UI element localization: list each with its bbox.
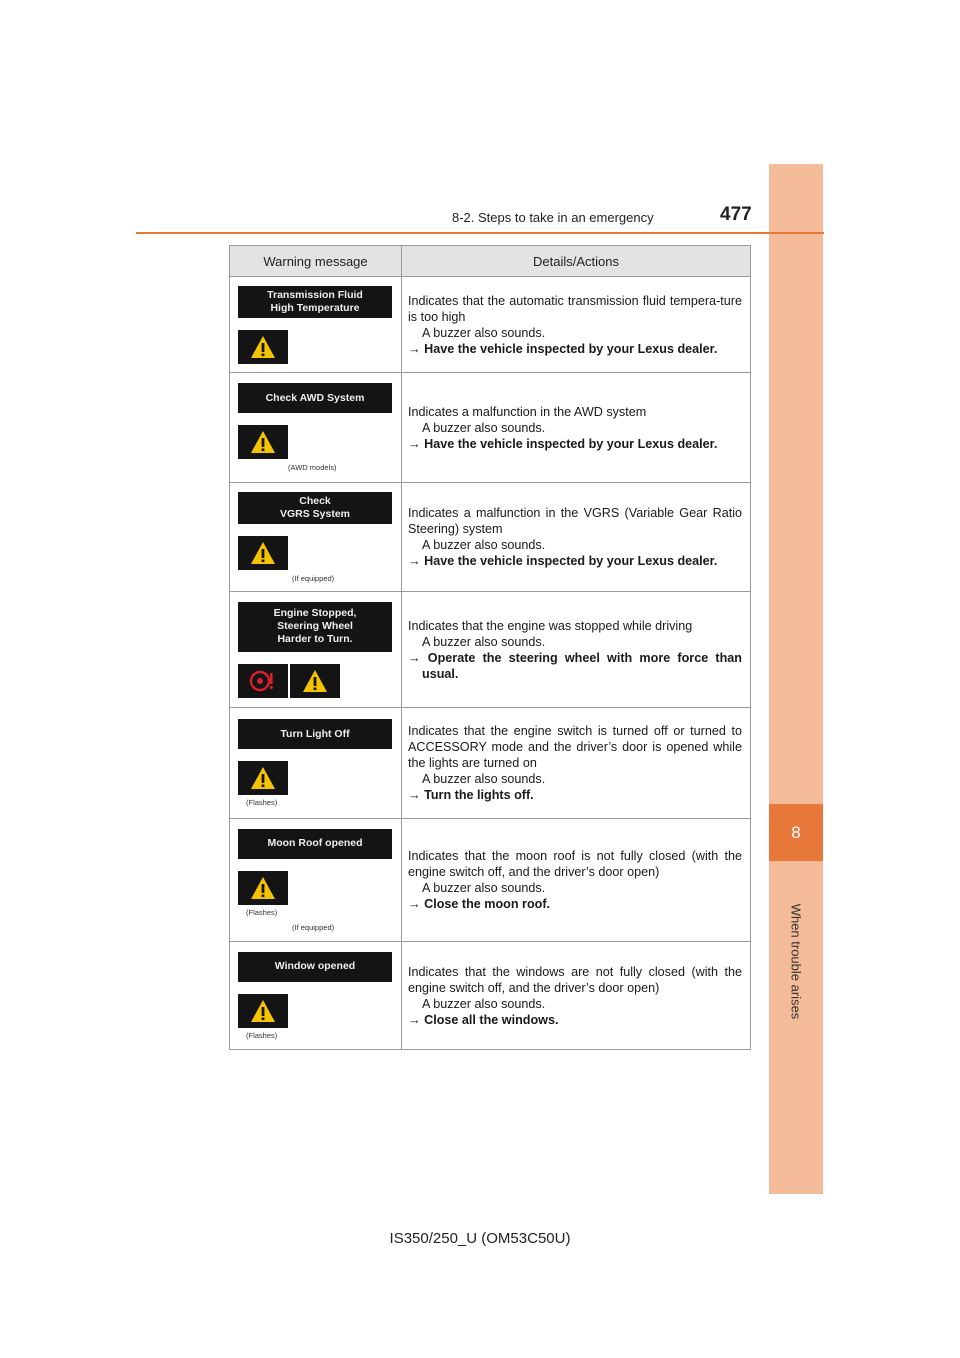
display-caption: (If equipped) xyxy=(292,573,335,583)
warning-display: Check VGRS System xyxy=(238,492,392,524)
power-steering-warning-icon xyxy=(238,664,288,698)
master-warning-icon xyxy=(238,761,288,795)
table-row xyxy=(230,373,751,483)
warning-details-cell: Indicates a malfunction in the VGRS (Variable Gear Ratio Steering) system A buzzer also sounds. → Have the vehicle inspected by your Lexus dealer. xyxy=(402,483,751,592)
table-row xyxy=(230,592,751,708)
warning-display: Transmission Fluid High Temperature xyxy=(238,286,392,318)
chapter-side-tab xyxy=(769,164,823,1194)
warning-display-cell xyxy=(230,819,402,942)
warning-details-cell: Indicates that the engine was stopped while driving A buzzer also sounds. → Operate the steering wheel with more force than usual. xyxy=(402,592,751,708)
warning-display: Turn Light Off xyxy=(238,719,392,749)
table-row xyxy=(230,708,751,819)
footer-model: IS350/250_U (OM53C50U) xyxy=(389,1230,571,1247)
display-caption: (Flashes) xyxy=(246,798,278,807)
warning-details-cell: Indicates that the automatic transmission fluid tempera-ture is too high A buzzer also sounds. → Have the vehicle inspected by your Lexus dealer. xyxy=(402,277,751,373)
table-row xyxy=(230,483,751,592)
chapter-number: 8 xyxy=(769,804,823,861)
display-caption-equipped: (If equipped) xyxy=(292,922,335,932)
master-warning-icon xyxy=(290,664,340,698)
display-caption: (Flashes) xyxy=(246,907,278,917)
chapter-label: When trouble arises xyxy=(788,903,804,1020)
warning-display-cell xyxy=(230,708,402,819)
master-warning-icon xyxy=(238,425,288,459)
warning-details-cell: Indicates that the windows are not fully closed (with the engine switch off, and the driver’s door open) A buzzer also sounds. → Close all the windows. xyxy=(402,942,751,1050)
master-warning-icon xyxy=(238,330,288,364)
column-header-details: Details/Actions xyxy=(402,246,751,277)
warning-display: Window opened xyxy=(238,952,392,982)
warning-display-cell xyxy=(230,373,402,483)
warning-display-cell xyxy=(230,483,402,592)
warning-details-cell: Indicates that the engine switch is turned off or turned to ACCESSORY mode and the driver’s door is opened while the lights are turned on A buzzer also sounds. → Turn the lights off. xyxy=(402,708,751,819)
warning-display-cell xyxy=(230,277,402,373)
master-warning-icon xyxy=(238,536,288,570)
table-row xyxy=(230,942,751,1050)
warning-display-cell xyxy=(230,942,402,1050)
warning-details-cell: Indicates a malfunction in the AWD system A buzzer also sounds. → Have the vehicle inspected by your Lexus dealer. xyxy=(402,373,751,483)
section-title: 8-2. Steps to take in an emergency xyxy=(452,210,654,225)
column-header-message: Warning message xyxy=(230,246,402,277)
warning-display: Engine Stopped, Steering Wheel Harder to Turn. xyxy=(238,602,392,652)
table-row xyxy=(230,277,751,373)
display-caption: (Flashes) xyxy=(246,1030,278,1040)
master-warning-icon xyxy=(238,871,288,905)
warning-display-cell xyxy=(230,592,402,708)
warning-display: Check AWD System xyxy=(238,383,392,413)
master-warning-icon xyxy=(238,994,288,1028)
table-row xyxy=(230,819,751,942)
warning-display: Moon Roof opened xyxy=(238,829,392,859)
display-caption: (AWD models) xyxy=(288,463,337,472)
warning-details-cell: Indicates that the moon roof is not fully closed (with the engine switch off, and the driver’s door open) A buzzer also sounds. → Close the moon roof. xyxy=(402,819,751,942)
warning-message-table xyxy=(229,245,751,1050)
page-number: 477 xyxy=(720,204,752,225)
header-rule xyxy=(136,232,824,234)
